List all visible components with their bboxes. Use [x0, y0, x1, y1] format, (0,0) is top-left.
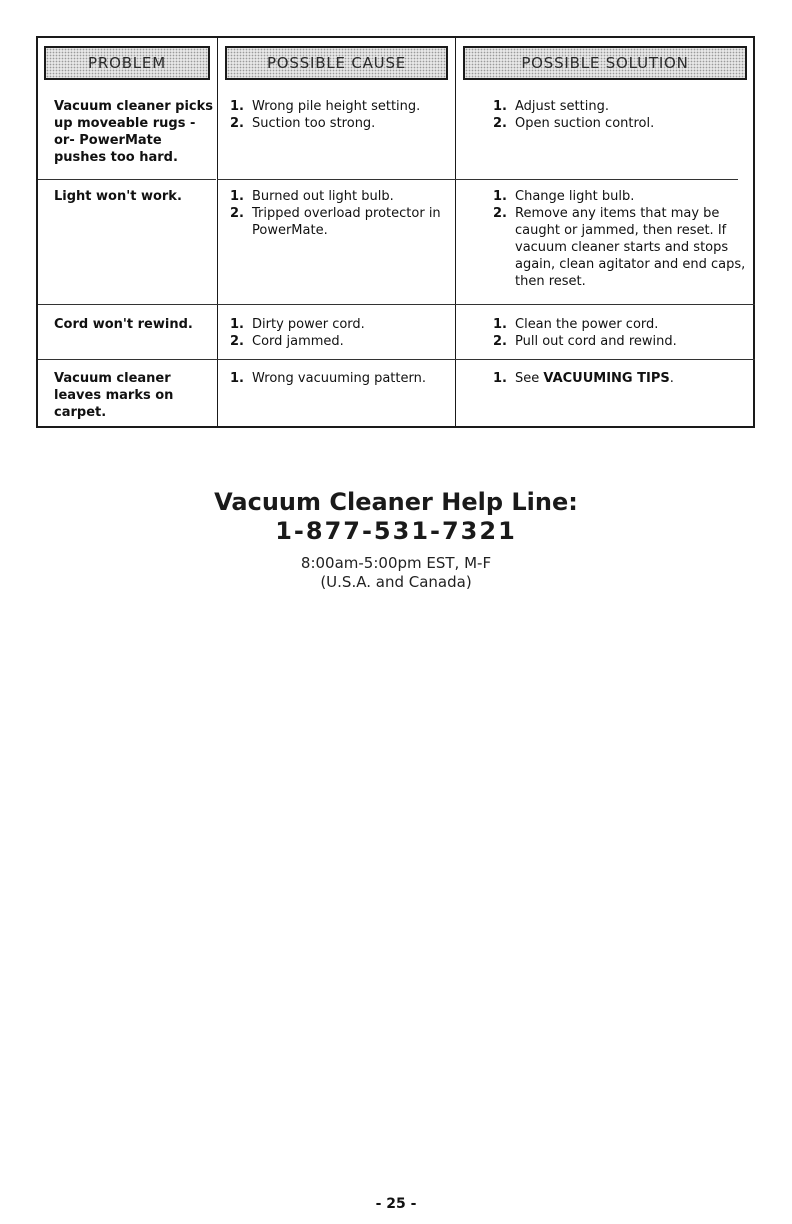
header-problem: PROBLEM	[44, 46, 210, 80]
page-number: - 25 -	[375, 1196, 417, 1212]
list-item: 1. Wrong pile height setting.	[230, 99, 421, 114]
header-possible-solution: POSSIBLE SOLUTION	[463, 46, 747, 80]
list-item: 2. Tripped overload protector in PowerMate.	[230, 206, 441, 238]
column-divider	[217, 38, 218, 426]
column-divider	[455, 38, 456, 426]
problem-cell: Cord won't rewind.	[54, 317, 193, 332]
list-item: 2. Open suction control.	[493, 116, 655, 131]
help-line-hours: 8:00am-5:00pm EST, M-F	[300, 554, 492, 572]
problem-cell: Vacuum cleaner picks up moveable rugs -or- PowerMate pushes too hard.	[54, 99, 214, 165]
row-divider	[38, 304, 755, 305]
header-possible-cause: POSSIBLE CAUSE	[225, 46, 448, 80]
solution-cell	[493, 188, 755, 290]
list-item: 2. Cord jammed.	[230, 334, 344, 349]
cause-cell	[230, 188, 452, 239]
troubleshooting-table	[36, 36, 755, 428]
help-line-region: (U.S.A. and Canada)	[320, 573, 472, 591]
row-divider	[38, 179, 216, 180]
list-item: 1. Adjust setting.	[493, 99, 609, 114]
list-item: 2. Suction too strong.	[230, 116, 376, 131]
list-item: 1. Change light bulb.	[493, 189, 635, 204]
list-item: 1. Clean the power cord.	[493, 317, 659, 332]
cause-cell	[230, 98, 452, 132]
cause-cell	[230, 370, 452, 387]
cause-cell	[230, 316, 452, 350]
solution-cell	[493, 316, 755, 350]
list-item: 1. Wrong vacuuming pattern.	[230, 371, 426, 386]
vacuuming-tips-reference: VACUUMING TIPS	[543, 371, 670, 386]
list-item: 1. See VACUUMING TIPS.	[493, 370, 755, 387]
help-line-phone: 1-877-531-7321	[275, 517, 517, 545]
problem-cell: Vacuum cleaner leaves marks on carpet.	[54, 371, 174, 420]
row-divider	[217, 179, 455, 180]
list-item: 1. Dirty power cord.	[230, 317, 365, 332]
solution-cell	[493, 98, 755, 132]
solution-text: See VACUUMING TIPS.	[515, 371, 674, 386]
row-divider	[38, 359, 755, 360]
list-item: 1. Burned out light bulb.	[230, 189, 394, 204]
solution-cell	[493, 370, 755, 387]
problem-cell: Light won't work.	[54, 189, 182, 204]
list-item: 2. Pull out cord and rewind.	[493, 334, 677, 349]
list-item: 2. Remove any items that may be caught or jammed, then reset. If vacuum cleaner starts and stops again, clean agitator and end caps, then reset.	[493, 206, 746, 289]
help-line-title: Vacuum Cleaner Help Line:	[214, 488, 578, 516]
row-divider	[455, 179, 738, 180]
